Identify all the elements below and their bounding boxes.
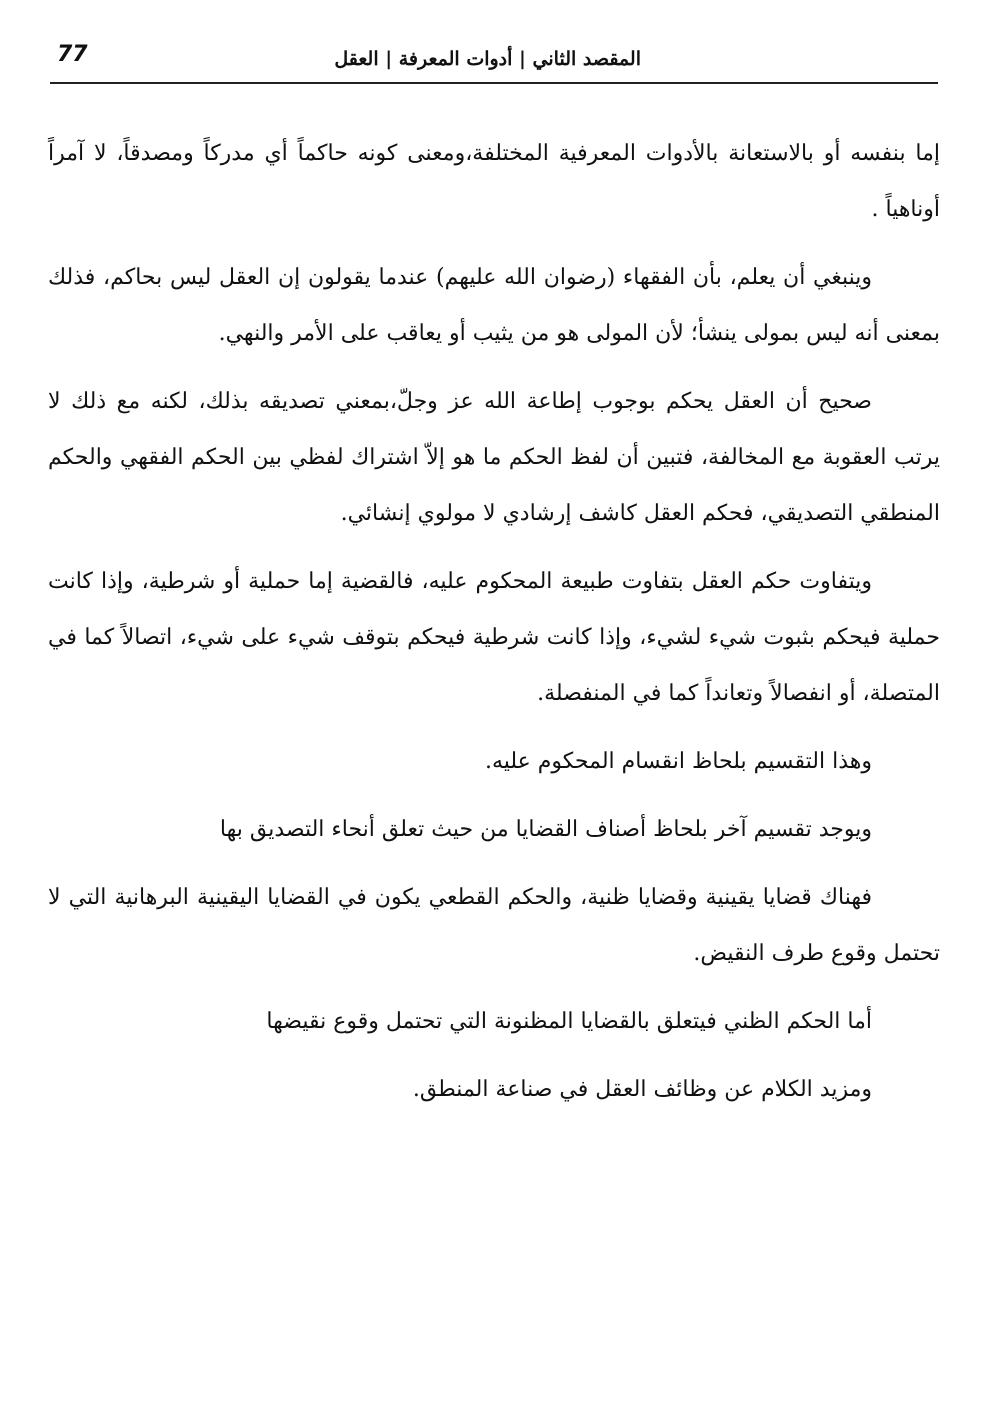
paragraph-jurists-ruling: وينبغي أن يعلم، بأن الفقهاء (رضوان الله عليهم) عندما يقولون إن العقل ليس بحاكم، فذلك بمعنى أنه ليس بمولى ينشأ؛ لأن المولى هو من يثيب أو يعاقب على الأمر والنهي.: [48, 265, 940, 346]
header-divider: [50, 82, 938, 84]
body-text: [48, 126, 940, 1130]
paragraph-presumptive-ruling: أما الحكم الظني فيتعلق بالقضايا المظنونة التي تحتمل وقوع نقيضها: [266, 1009, 872, 1034]
paragraph-division-assent: ويوجد تقسيم آخر بلحاظ أصناف القضايا من حيث تعلق أنحاء التصديق بها: [219, 817, 872, 842]
page-number: 77: [57, 42, 88, 67]
paragraph-closing-note: ومزيد الكلام عن وظائف العقل في صناعة المنطق.: [412, 1077, 872, 1102]
paragraph-continuation: إما بنفسه أو بالاستعانة بالأدوات المعرفية المختلفة،ومعنى كونه حاكماً أي مدركاً ومصدقاً، لا آمراً أوناهياً .: [48, 141, 940, 222]
paragraph-division-subject: وهذا التقسيم بلحاظ انقسام المحكوم عليه.: [484, 749, 872, 774]
paragraph-proposition-types: ويتفاوت حكم العقل بتفاوت طبيعة المحكوم عليه، فالقضية إما حملية أو شرطية، وإذا كانت حملية فيحكم بثبوت شيء لشيء، وإذا كانت شرطية فيحكم بتوقف شيء على شيء، اتصالاً كما في المتصلة، أو انفصالاً وتعانداً كما في المنفصلة.: [48, 569, 940, 706]
paragraph-verbal-homonym: صحيح أن العقل يحكم بوجوب إطاعة الله عز وجلّ،بمعني تصديقه بذلك، لكنه مع ذلك لا يرتب العقوبة مع المخالفة، فتبين أن لفظ الحكم ما هو إلاّ اشتراك لفظي بين الحكم الفقهي والحكم المنطقي التصديقي، فحكم العقل كاشف إرشادي لا مولوي إنشائي.: [48, 389, 940, 526]
paragraph-certain-propositions: فهناك قضايا يقينية وقضايا ظنية، والحكم القطعي يكون في القضايا اليقينية البرهانية التي لا تحتمل وقوع طرف النقيض.: [48, 885, 940, 966]
running-header: المقصد الثاني | أدوات المعرفة | العقل: [334, 48, 641, 70]
